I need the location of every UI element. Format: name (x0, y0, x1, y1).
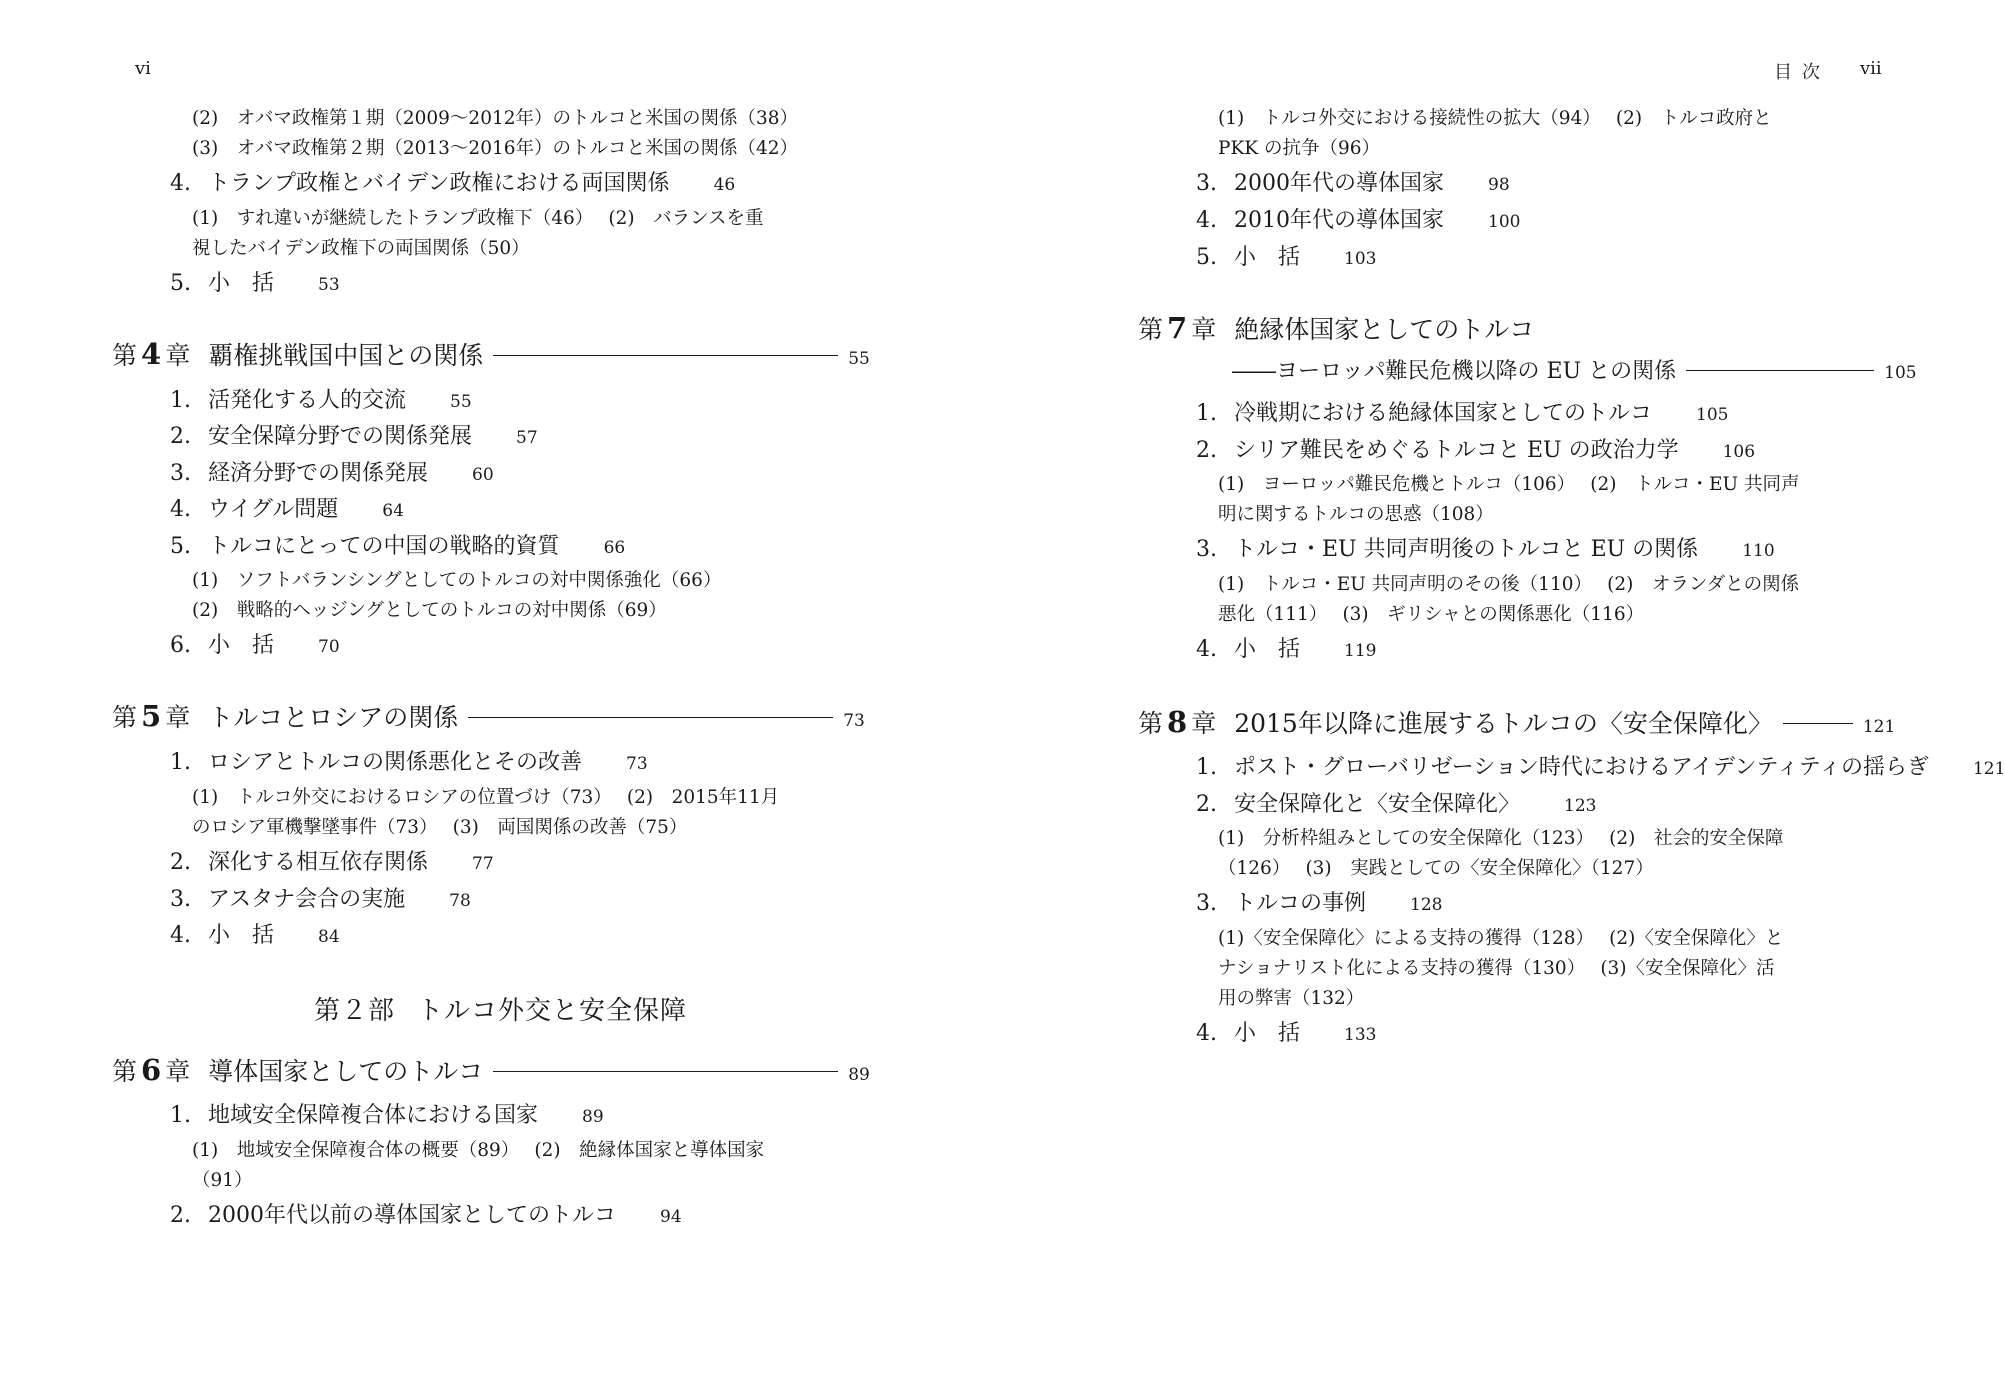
toc-section (170, 266, 340, 297)
toc-section (170, 845, 494, 876)
running-header-title: 目次 (1774, 62, 1830, 83)
section-number: 1. (1196, 755, 1217, 780)
section-title: 経済分野での関係発展 (208, 461, 429, 486)
section-title: ポスト・グローバリゼーション時代におけるアイデンティティの揺らぎ (1234, 755, 1929, 780)
section-number: 4. (1196, 637, 1217, 662)
chapter-suffix: 章 (165, 341, 191, 370)
section-page: 121 (1972, 759, 2005, 779)
toc-section (170, 456, 494, 487)
chapter-suffix: 章 (165, 1057, 191, 1086)
toc-subsection: ナショナリスト化による支持の獲得（130） (3)〈安全保障化〉活 (1218, 958, 1775, 979)
chapter-suffix: 章 (1191, 315, 1217, 344)
part-heading (314, 990, 687, 1027)
section-page: 94 (660, 1207, 682, 1227)
section-title: 深化する相互依存関係 (208, 850, 429, 875)
section-page: 77 (472, 854, 494, 874)
toc-subsection: (1) ソフトバランシングとしてのトルコの対中関係強化（66） (192, 570, 722, 591)
chapter-heading (1138, 310, 1534, 346)
section-number: 4. (170, 171, 191, 196)
section-number: 3. (170, 887, 191, 912)
section-title: 安全保障分野での関係発展 (208, 424, 473, 449)
section-page: 46 (713, 175, 736, 195)
section-number: 3. (1196, 171, 1217, 196)
section-title: トルコの事例 (1234, 891, 1367, 916)
section-number: 2. (170, 424, 191, 449)
chapter-page: 55 (848, 349, 870, 369)
chapter-number: 5 (141, 699, 162, 733)
page-number: vii (1860, 58, 1882, 79)
toc-section (170, 1098, 604, 1129)
toc-section (1196, 166, 1510, 197)
section-title: 小 括 (1234, 1021, 1301, 1046)
toc-section (170, 419, 538, 450)
toc-subsection: (1)〈安全保障化〉による支持の獲得（128） (2)〈安全保障化〉と (1218, 928, 1784, 949)
section-number: 5. (1196, 245, 1217, 270)
section-title: 小 括 (208, 923, 275, 948)
section-number: 2. (170, 1203, 191, 1228)
section-title: 地域安全保障複合体における国家 (208, 1103, 539, 1128)
toc-section (170, 383, 472, 414)
section-page: 64 (382, 501, 404, 521)
toc-section (1196, 240, 1376, 271)
chapter-lead: 第 (112, 1057, 138, 1086)
toc-subsection: (1) トルコ・EU 共同声明のその後（110） (2) オランダとの関係 (1218, 574, 1800, 595)
chapter-subtitle (1232, 354, 1917, 385)
chapter-title: 導体国家としてのトルコ (208, 1057, 484, 1086)
toc-subsection: 悪化（111） (3) ギリシャとの関係悪化（116） (1218, 604, 1645, 625)
section-page: 128 (1410, 895, 1443, 915)
section-title: 小 括 (1234, 245, 1301, 270)
toc-subsection: PKK の抗争（96） (1218, 138, 1381, 159)
section-number: 4. (1196, 1021, 1217, 1046)
toc-section (170, 529, 625, 560)
toc-section (1196, 433, 1755, 464)
section-title: ウイグル問題 (208, 497, 339, 522)
section-number: 2. (170, 850, 191, 875)
section-title: 冷戦期における絶縁体国家としてのトルコ (1234, 401, 1653, 426)
toc-subsection: (1) ヨーロッパ難民危機とトルコ（106） (2) トルコ・EU 共同声 (1218, 474, 1800, 495)
toc-section (1196, 396, 1728, 427)
toc-section (1196, 532, 1775, 563)
chapter-lead: 第 (112, 341, 138, 370)
section-number: 4. (1196, 208, 1217, 233)
toc-subsection: (1) 地域安全保障複合体の概要（89） (2) 絶縁体国家と導体国家 (192, 1140, 765, 1161)
chapter-page: 73 (843, 711, 865, 731)
section-page: 84 (318, 927, 340, 947)
section-title: 安全保障化と〈安全保障化〉 (1234, 792, 1521, 817)
toc-section (170, 882, 471, 913)
section-page: 57 (516, 428, 538, 448)
section-title: 小 括 (208, 633, 275, 658)
section-number: 1. (170, 750, 191, 775)
chapter-heading (112, 1052, 870, 1088)
toc-section (170, 492, 404, 523)
section-title: 小 括 (208, 271, 275, 296)
toc-subsection: （91） (192, 1170, 253, 1191)
section-page: 60 (472, 465, 494, 485)
page-number: vi (135, 58, 151, 79)
toc-subsection: 用の弊害（132） (1218, 988, 1365, 1009)
section-page: 53 (318, 275, 340, 295)
section-page: 73 (626, 754, 648, 774)
leader-rule (493, 1071, 838, 1072)
toc-subsection: (1) トルコ外交における接続性の拡大（94） (2) トルコ政府と (1218, 108, 1772, 129)
section-page: 66 (603, 538, 626, 558)
leader-rule (493, 355, 838, 356)
section-page: 123 (1564, 796, 1597, 816)
section-page: 98 (1488, 175, 1510, 195)
section-title: トランプ政権とバイデン政権における両国関係 (208, 171, 670, 196)
section-title: シリア難民をめぐるトルコと EU の政治力学 (1234, 438, 1679, 463)
toc-section (170, 1198, 682, 1229)
toc-subsection: (1) トルコ外交におけるロシアの位置づけ（73） (2) 2015年11月 (192, 787, 780, 808)
toc-subsection: (2) オバマ政権第１期（2009～2012年）のトルコと米国の関係（38） (192, 108, 799, 129)
section-number: 5. (170, 534, 191, 559)
toc-section (1196, 787, 1596, 818)
section-number: 4. (170, 497, 191, 522)
section-title: トルコ・EU 共同声明後のトルコと EU の関係 (1234, 537, 1699, 562)
chapter-lead: 第 (1138, 315, 1164, 344)
chapter-title: 覇権挑戦国中国との関係 (208, 341, 484, 370)
section-title: アスタナ会合の実施 (208, 887, 406, 912)
part-title: トルコ外交と安全保障 (417, 996, 688, 1026)
chapter-heading (1138, 704, 1895, 740)
section-page: 106 (1722, 442, 1756, 462)
chapter-page: 105 (1884, 363, 1917, 383)
section-page: 105 (1696, 405, 1729, 425)
toc-section (1196, 750, 2005, 781)
toc-subsection: 明に関するトルコの思惑（108） (1218, 504, 1494, 525)
chapter-suffix: 章 (1191, 709, 1217, 738)
toc-section (170, 628, 340, 659)
section-page: 100 (1488, 212, 1521, 232)
section-page: 110 (1742, 541, 1775, 561)
chapter-page: 121 (1862, 717, 1896, 737)
section-number: 1. (1196, 401, 1217, 426)
toc-subsection: （126） (3) 実践としての〈安全保障化〉（127） (1218, 858, 1654, 879)
chapter-number: 6 (141, 1053, 162, 1087)
chapter-subtitle-text: ――ヨーロッパ難民危機以降の EU との関係 (1232, 359, 1677, 384)
section-title: トルコにとっての中国の戦略的資質 (208, 534, 560, 559)
section-page: 78 (449, 891, 471, 911)
chapter-number: 7 (1167, 311, 1188, 345)
section-number: 5. (170, 271, 191, 296)
toc-section (170, 166, 735, 197)
chapter-title: 2015年以降に進展するトルコの〈安全保障化〉 (1234, 709, 1773, 738)
toc-subsection: (2) 戦略的ヘッジングとしてのトルコの対中関係（69） (192, 600, 667, 621)
toc-section (170, 745, 648, 776)
section-title: 小 括 (1234, 637, 1301, 662)
chapter-number: 8 (1167, 705, 1188, 739)
toc-subsection: (3) オバマ政権第２期（2013～2016年）のトルコと米国の関係（42） (192, 138, 799, 159)
chapter-title: 絶縁体国家としてのトルコ (1234, 315, 1535, 344)
chapter-lead: 第 (1138, 709, 1164, 738)
section-title: ロシアとトルコの関係悪化とその改善 (208, 750, 583, 775)
chapter-suffix: 章 (165, 703, 191, 732)
toc-section (1196, 886, 1442, 917)
chapter-page: 89 (848, 1065, 870, 1085)
section-title: 2000年代以前の導体国家としてのトルコ (208, 1203, 616, 1228)
chapter-heading (112, 698, 865, 734)
section-number: 2. (1196, 438, 1217, 463)
toc-section (170, 918, 340, 949)
section-number: 3. (170, 461, 191, 486)
section-page: 133 (1344, 1025, 1377, 1045)
section-title: 2010年代の導体国家 (1234, 208, 1444, 233)
leader-rule (1783, 723, 1853, 724)
right-page (1000, 0, 2005, 1378)
section-number: 6. (170, 633, 191, 658)
section-number: 1. (170, 388, 191, 413)
part-label: 第２部 (314, 996, 396, 1026)
chapter-lead: 第 (112, 703, 138, 732)
chapter-heading (112, 336, 870, 372)
section-number: 4. (170, 923, 191, 948)
toc-section (1196, 203, 1520, 234)
left-page (0, 0, 1000, 1378)
toc-section (1196, 1016, 1376, 1047)
section-title: 2000年代の導体国家 (1234, 171, 1444, 196)
chapter-number: 4 (141, 337, 162, 371)
toc-subsection: のロシア軍機撃墜事件（73） (3) 両国関係の改善（75） (192, 817, 688, 838)
section-number: 2. (1196, 792, 1217, 817)
section-page: 103 (1344, 249, 1377, 269)
section-page: 89 (582, 1107, 604, 1127)
toc-subsection: 視したバイデン政権下の両国関係（50） (192, 238, 530, 259)
section-title: 活発化する人的交流 (208, 388, 407, 413)
leader-rule (1686, 370, 1874, 371)
section-number: 3. (1196, 537, 1217, 562)
section-number: 3. (1196, 891, 1217, 916)
section-page: 70 (318, 637, 340, 657)
toc-section (1196, 632, 1376, 663)
section-number: 1. (170, 1103, 191, 1128)
section-page: 55 (450, 392, 472, 412)
toc-subsection: (1) 分析枠組みとしての安全保障化（123） (2) 社会的安全保障 (1218, 828, 1784, 849)
section-page: 119 (1344, 641, 1377, 661)
chapter-title: トルコとロシアの関係 (208, 703, 459, 732)
toc-subsection: (1) すれ違いが継続したトランプ政権下（46） (2) バランスを重 (192, 208, 764, 229)
leader-rule (468, 717, 833, 718)
